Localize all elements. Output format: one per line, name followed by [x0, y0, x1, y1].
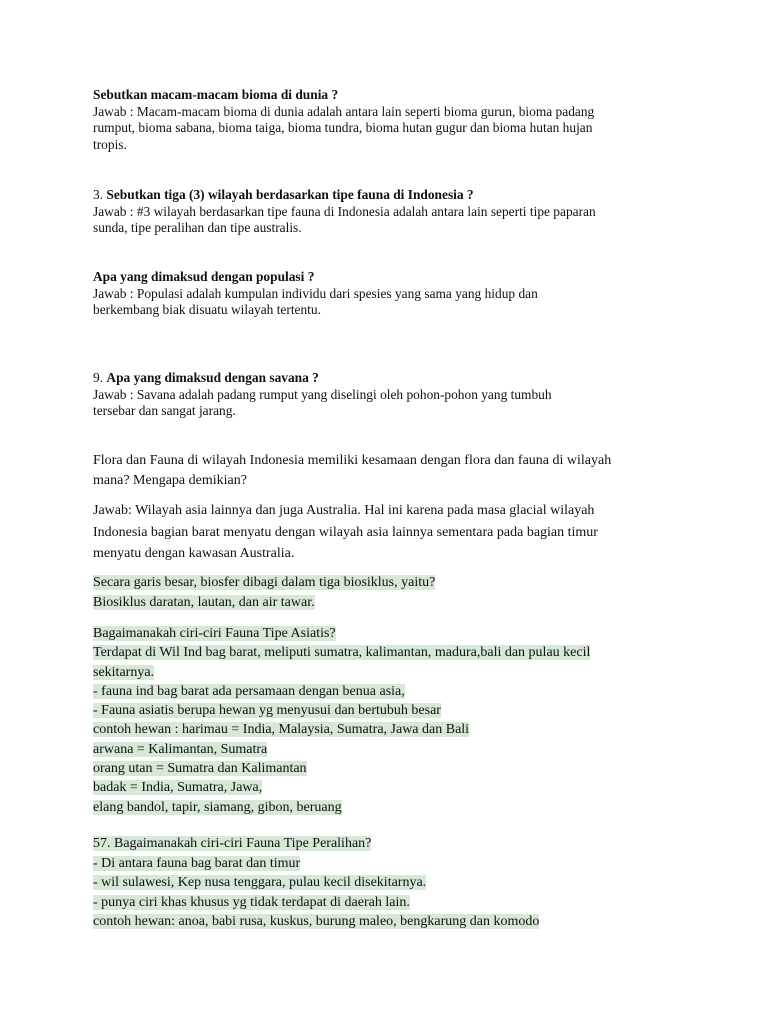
- answer-line: sunda, tipe peralihan dan tipe australis.: [93, 220, 302, 236]
- highlight-line: badak = India, Sumatra, Jawa,: [93, 780, 263, 796]
- highlight-block-biosiklus: [93, 573, 693, 612]
- highlight-line: Secara garis besar, biosfer dibagi dalam tiga biosiklus, yaitu?: [93, 575, 436, 590]
- answer-line: Jawab: Wilayah asia lainnya dan juga Australia. Hal ini karena pada masa glacial wilayah: [93, 503, 595, 518]
- answer-line: berkembang biak disuatu wilayah tertentu.: [93, 302, 321, 318]
- answer-line: Indonesia bagian barat menyatu dengan wilayah asia lainnya sementara pada bagian timur: [93, 524, 598, 540]
- answer-line: Jawab : Macam-macam bioma di dunia adalah antara lain seperti bioma gurun, bioma padang: [93, 103, 595, 119]
- answer-line: Jawab : Populasi adalah kumpulan individu dari spesies yang sama yang hidup dan: [93, 285, 538, 301]
- highlight-line: Bagaimanakah ciri-ciri Fauna Tipe Asiatis?: [93, 626, 336, 641]
- question-text: Sebutkan tiga (3) wilayah berdasarkan tipe fauna di Indonesia ?: [106, 187, 474, 202]
- highlight-line: sekitarnya.: [93, 664, 155, 680]
- question-text: Apa yang dimaksud dengan savana ?: [106, 370, 319, 385]
- flora-fauna-question: [93, 451, 693, 490]
- question-heading: [93, 370, 693, 387]
- question-line: Flora dan Fauna di wilayah Indonesia memiliki kesamaan dengan flora dan fauna di wilayah: [93, 453, 612, 468]
- question-heading: [93, 187, 693, 204]
- answer-line: menyatu dengan kawasan Australia.: [93, 546, 295, 561]
- answer-line: Jawab : #3 wilayah berdasarkan tipe fauna di Indonesia adalah antara lain seperti tipe paparan: [93, 203, 596, 219]
- highlight-block-peralihan: [93, 834, 693, 932]
- highlight-line: 57. Bagaimanakah ciri-ciri Fauna Tipe Peralihan?: [93, 836, 372, 851]
- question-heading: [93, 269, 693, 286]
- question-number: 9.: [93, 370, 104, 385]
- answer-line: tropis.: [93, 136, 127, 152]
- flora-fauna-answer: [93, 500, 693, 565]
- qa-block-savana: [93, 370, 693, 420]
- highlight-line: orang utan = Sumatra dan Kalimantan: [93, 761, 307, 777]
- highlight-line: contoh hewan: anoa, babi rusa, kuskus, burung maleo, bengkarung dan komodo: [93, 914, 540, 929]
- qa-block-bioma: [93, 87, 693, 153]
- qa-block-fauna-wilayah: [93, 187, 693, 237]
- highlight-line: arwana = Kalimantan, Sumatra: [93, 741, 268, 757]
- answer-line: tersebar dan sangat jarang.: [93, 403, 236, 419]
- highlight-line: - Di antara fauna bag barat dan timur: [93, 855, 301, 871]
- highlight-line: Biosiklus daratan, lautan, dan air tawar.: [93, 594, 315, 610]
- answer-line: rumput, bioma sabana, bioma taiga, bioma tundra, bioma hutan gugur dan bioma hutan hujan: [93, 120, 593, 136]
- question-line: mana? Mengapa demikian?: [93, 472, 247, 488]
- highlight-line: - fauna ind bag barat ada persamaan dengan benua asia,: [93, 683, 405, 699]
- question-text: Apa yang dimaksud dengan populasi ?: [93, 269, 315, 284]
- answer-line: Jawab : Savana adalah padang rumput yang diselingi oleh pohon-pohon yang tumbuh: [93, 386, 552, 402]
- highlight-line: elang bandol, tapir, siamang, gibon, beruang: [93, 799, 342, 815]
- highlight-line: Terdapat di Wil Ind bag barat, meliputi sumatra, kalimantan, madura,bali dan pulau kecil: [93, 645, 591, 661]
- qa-block-populasi: [93, 269, 693, 319]
- highlight-line: - Fauna asiatis berupa hewan yg menyusui dan bertubuh besar: [93, 703, 441, 719]
- question-number: 3.: [93, 187, 104, 202]
- question-text: Sebutkan macam-macam bioma di dunia ?: [93, 87, 339, 102]
- highlight-line: - wil sulawesi, Kep nusa tenggara, pulau kecil disekitarnya.: [93, 875, 427, 890]
- highlight-line: - punya ciri khas khusus yg tidak terdapat di daerah lain.: [93, 894, 410, 910]
- highlight-block-asiatis: [93, 624, 693, 817]
- highlight-line: contoh hewan : harimau = India, Malaysia, Sumatra, Jawa dan Bali: [93, 722, 470, 738]
- question-heading: [93, 87, 693, 104]
